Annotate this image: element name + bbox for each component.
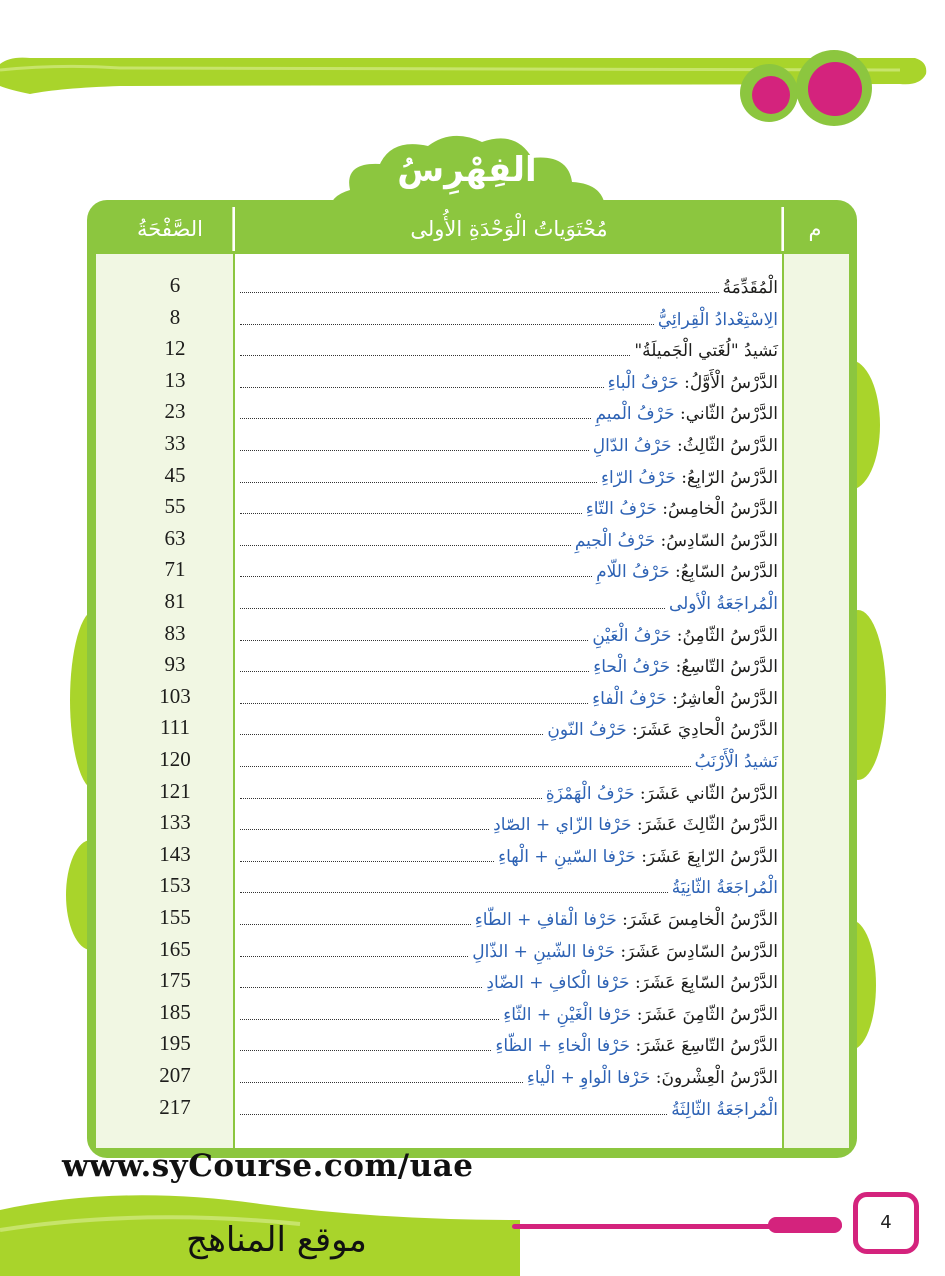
row-page-number: 185 <box>159 1000 191 1024</box>
leader-dots <box>240 828 489 830</box>
row-title <box>503 1004 778 1026</box>
column-divider-right <box>782 254 784 1148</box>
header-separator-left <box>232 207 235 251</box>
row-topic: حَرْفا الْواوِ + الْياءِ <box>526 1068 651 1088</box>
row-topic: حَرْفا الْخاءِ + الظّاءِ <box>495 1036 631 1056</box>
row-lesson-label: الدَّرْسُ الْخامِسُ: <box>656 499 778 519</box>
contents-row <box>240 679 778 710</box>
row-title <box>608 372 778 394</box>
contents-row <box>240 995 778 1026</box>
contents-row <box>240 742 778 773</box>
row-topic: حَرْفُ الْحاءِ <box>593 657 671 677</box>
row-title <box>547 719 778 741</box>
row-topic: الْمُراجَعَةُ الثّالِثَةُ <box>671 1100 778 1120</box>
row-page-number: 217 <box>159 1095 191 1119</box>
row-topic: حَرْفُ الْعَيْنِ <box>592 626 672 646</box>
leader-dots <box>240 860 494 862</box>
decorative-dot-large-inner <box>808 62 862 116</box>
contents-row <box>240 932 778 963</box>
page-number-badge: 4 <box>853 1192 919 1254</box>
contents-row <box>240 426 778 457</box>
row-page-number: 45 <box>164 463 186 487</box>
row-title <box>575 530 778 552</box>
row-page-number: 93 <box>164 652 186 676</box>
contents-row <box>240 268 778 299</box>
row-page-number: 12 <box>164 336 186 360</box>
column-divider-left <box>233 254 235 1148</box>
row-topic: حَرْفُ الْهَمْزَةِ <box>545 784 635 804</box>
row-topic: حَرْفُ التّاءِ <box>585 499 657 519</box>
row-title <box>546 783 778 805</box>
row-topic: حَرْفُ الْفاءِ <box>592 689 667 709</box>
row-topic: حَرْفُ النّونِ <box>547 720 627 740</box>
contents-row <box>240 552 778 583</box>
leader-dots <box>240 417 591 419</box>
leader-dots <box>240 639 588 641</box>
row-title <box>669 593 778 615</box>
contents-row <box>240 489 778 520</box>
row-topic: حَرْفا الزّاي + الصّادِ <box>493 815 632 835</box>
leader-dots <box>240 891 668 893</box>
row-lesson-label: الدَّرْسُ السّابِعُ: <box>669 562 778 582</box>
leader-dots <box>240 544 571 546</box>
row-lesson-label: الدَّرْسُ التّاسِعُ: <box>670 657 778 677</box>
row-title <box>596 561 778 583</box>
row-page-number: 23 <box>164 399 186 423</box>
watermark-arabic: موقع المناهج <box>186 1220 367 1260</box>
row-lesson-label: الدَّرْسُ السّادِسَ عَشَرَ: <box>615 942 778 962</box>
row-lesson-label: الدَّرْسُ الرّابِعُ: <box>675 468 778 488</box>
row-lesson-label: الدَّرْسُ الرّابِعَ عَشَرَ: <box>635 847 778 867</box>
contents-row <box>240 331 778 362</box>
leader-dots <box>240 670 589 672</box>
row-lesson-label: الدَّرْسُ السّادِسُ: <box>655 531 778 551</box>
row-page-number: 8 <box>169 305 181 329</box>
row-title <box>495 1035 778 1057</box>
row-title <box>695 751 778 773</box>
row-topic: حَرْفُ الْميمِ <box>595 404 675 424</box>
leader-dots <box>240 354 630 356</box>
leader-dots <box>240 733 543 735</box>
contents-row <box>240 458 778 489</box>
row-topic: الْمُراجَعَةُ الثّانِيَةُ <box>671 878 778 898</box>
row-page-number: 165 <box>159 937 191 961</box>
row-topic: حَرْفا الْكافِ + الضّادِ <box>486 973 630 993</box>
contents-row <box>240 616 778 647</box>
header-separator-right <box>781 207 784 251</box>
contents-row <box>240 900 778 931</box>
page-title: الفِهْرِسُ <box>397 150 537 190</box>
row-topic: نَشيدُ الْأَرْنَبُ <box>694 752 778 772</box>
row-title <box>486 972 778 994</box>
contents-row <box>240 1090 778 1121</box>
row-page-number: 195 <box>159 1031 191 1055</box>
row-page-number: 207 <box>159 1063 191 1087</box>
contents-row <box>240 521 778 552</box>
contents-row <box>240 868 778 899</box>
watermark-url: www.syCourse.com/uae <box>62 1148 474 1184</box>
row-title <box>593 435 778 457</box>
row-topic: الْمُراجَعَةُ الْأولى <box>668 594 778 614</box>
leader-dots <box>240 1113 667 1115</box>
row-title <box>634 340 778 362</box>
row-lesson-label: الدَّرْسُ السّابِعَ عَشَرَ: <box>629 973 778 993</box>
row-topic: حَرْفُ اللّامِ <box>596 562 670 582</box>
row-topic: نَشيدُ "لُغَتي الْجَميلَةُ" <box>634 341 778 361</box>
row-page-number: 103 <box>159 684 191 708</box>
decorative-dot-small-inner <box>752 76 790 114</box>
header-number-label: م <box>808 217 822 241</box>
row-page-number: 6 <box>169 273 181 297</box>
row-page-number: 155 <box>159 905 191 929</box>
row-lesson-label: الدَّرْسُ الْحادِيَ عَشَرَ: <box>626 720 778 740</box>
leader-dots <box>240 765 691 767</box>
contents-row <box>240 837 778 868</box>
row-lesson-label: الدَّرْسُ التّاسِعَ عَشَرَ: <box>630 1036 778 1056</box>
row-title <box>723 277 778 299</box>
row-title <box>601 467 778 489</box>
row-lesson-label: الدَّرْسُ الثّامِنُ: <box>671 626 778 646</box>
contents-row <box>240 805 778 836</box>
row-title <box>592 625 778 647</box>
row-title <box>586 498 778 520</box>
contents-row <box>240 1026 778 1057</box>
row-lesson-label: الدَّرْسُ الثّالِثَ عَشَرَ: <box>631 815 778 835</box>
contents-row <box>240 300 778 331</box>
row-topic: حَرْفا الْغَيْنِ + الثّاءِ <box>503 1005 632 1025</box>
row-title <box>593 656 778 678</box>
row-page-number: 143 <box>159 842 191 866</box>
row-title <box>672 877 778 899</box>
contents-row <box>240 363 778 394</box>
row-topic: حَرْفُ الرّاءِ <box>600 468 676 488</box>
row-topic: حَرْفُ الْجيمِ <box>574 531 656 551</box>
row-title <box>527 1067 778 1089</box>
row-lesson-label: الدَّرْسُ الْأَوَّلُ: <box>678 373 778 393</box>
row-topic: حَرْفا الشّينِ + الذّالِ <box>472 942 615 962</box>
row-page-number: 55 <box>164 494 186 518</box>
leader-dots <box>240 1081 523 1083</box>
leader-dots <box>240 986 482 988</box>
row-page-number: 83 <box>164 621 186 645</box>
leader-dots <box>240 1049 491 1051</box>
row-title <box>472 941 778 963</box>
row-page-number: 153 <box>159 873 191 897</box>
row-page-number: 121 <box>159 779 191 803</box>
header-page-label: الصَّفْحَةُ <box>137 217 203 241</box>
contents-row <box>240 647 778 678</box>
row-topic: حَرْفُ الدّالِ <box>592 436 672 456</box>
row-lesson-label: الدَّرْسُ الْعاشِرُ: <box>666 689 778 709</box>
row-page-number: 33 <box>164 431 186 455</box>
row-title <box>658 309 778 331</box>
row-topic: حَرْفا السّينِ + الْهاءِ <box>498 847 636 867</box>
row-lesson-label: الدَّرْسُ الثّامِنَ عَشَرَ: <box>631 1005 778 1025</box>
row-page-number: 120 <box>159 747 191 771</box>
row-title <box>592 688 778 710</box>
row-title <box>595 403 778 425</box>
contents-row <box>240 1058 778 1089</box>
leader-dots <box>240 512 582 514</box>
row-page-number: 175 <box>159 968 191 992</box>
row-page-number: 111 <box>160 715 190 739</box>
leader-dots <box>240 291 719 293</box>
row-lesson-label: الدَّرْسُ الثّالِثُ: <box>671 436 778 456</box>
contents-row <box>240 394 778 425</box>
leader-dots <box>240 323 654 325</box>
leader-dots <box>240 607 665 609</box>
row-topic: حَرْفا الْقافِ + الطّاءِ <box>474 910 617 930</box>
row-page-number: 13 <box>164 368 186 392</box>
leader-dots <box>240 955 468 957</box>
row-page-number: 71 <box>164 557 186 581</box>
leader-dots <box>240 575 592 577</box>
row-title <box>475 909 778 931</box>
leader-dots <box>240 702 588 704</box>
row-title <box>498 846 778 868</box>
pink-underline-dots <box>768 1217 842 1233</box>
leader-dots <box>240 923 471 925</box>
contents-row <box>240 774 778 805</box>
row-lesson-label: الدَّرْسُ الْخامِسَ عَشَرَ: <box>616 910 778 930</box>
row-lesson-label: الدَّرْسُ الْعِشْرونَ: <box>650 1068 778 1088</box>
row-lesson-label: الدَّرْسُ الثّاني: <box>674 404 778 424</box>
row-topic: الِاسْتِعْدادُ الْقِرائِيُّ <box>657 310 778 330</box>
leader-dots <box>240 386 604 388</box>
leader-dots <box>240 449 589 451</box>
row-topic: حَرْفُ الْباءِ <box>607 373 679 393</box>
row-page-number: 63 <box>164 526 186 550</box>
leader-dots <box>240 797 542 799</box>
row-title <box>671 1099 778 1121</box>
row-topic: الْمُقَدِّمَةُ <box>722 278 778 298</box>
row-page-number: 81 <box>164 589 186 613</box>
leader-dots <box>240 481 597 483</box>
row-page-number: 133 <box>159 810 191 834</box>
bottom-decorative-band <box>0 1190 945 1276</box>
contents-row <box>240 710 778 741</box>
contents-row <box>240 963 778 994</box>
number-column-bg <box>784 254 849 1148</box>
leader-dots <box>240 1018 499 1020</box>
contents-row <box>240 584 778 615</box>
row-lesson-label: الدَّرْسُ الثّاني عَشَرَ: <box>634 784 778 804</box>
row-title <box>493 814 778 836</box>
header-contents-label: مُحْتَوَياتُ الْوَحْدَةِ الأُولى <box>410 217 608 241</box>
